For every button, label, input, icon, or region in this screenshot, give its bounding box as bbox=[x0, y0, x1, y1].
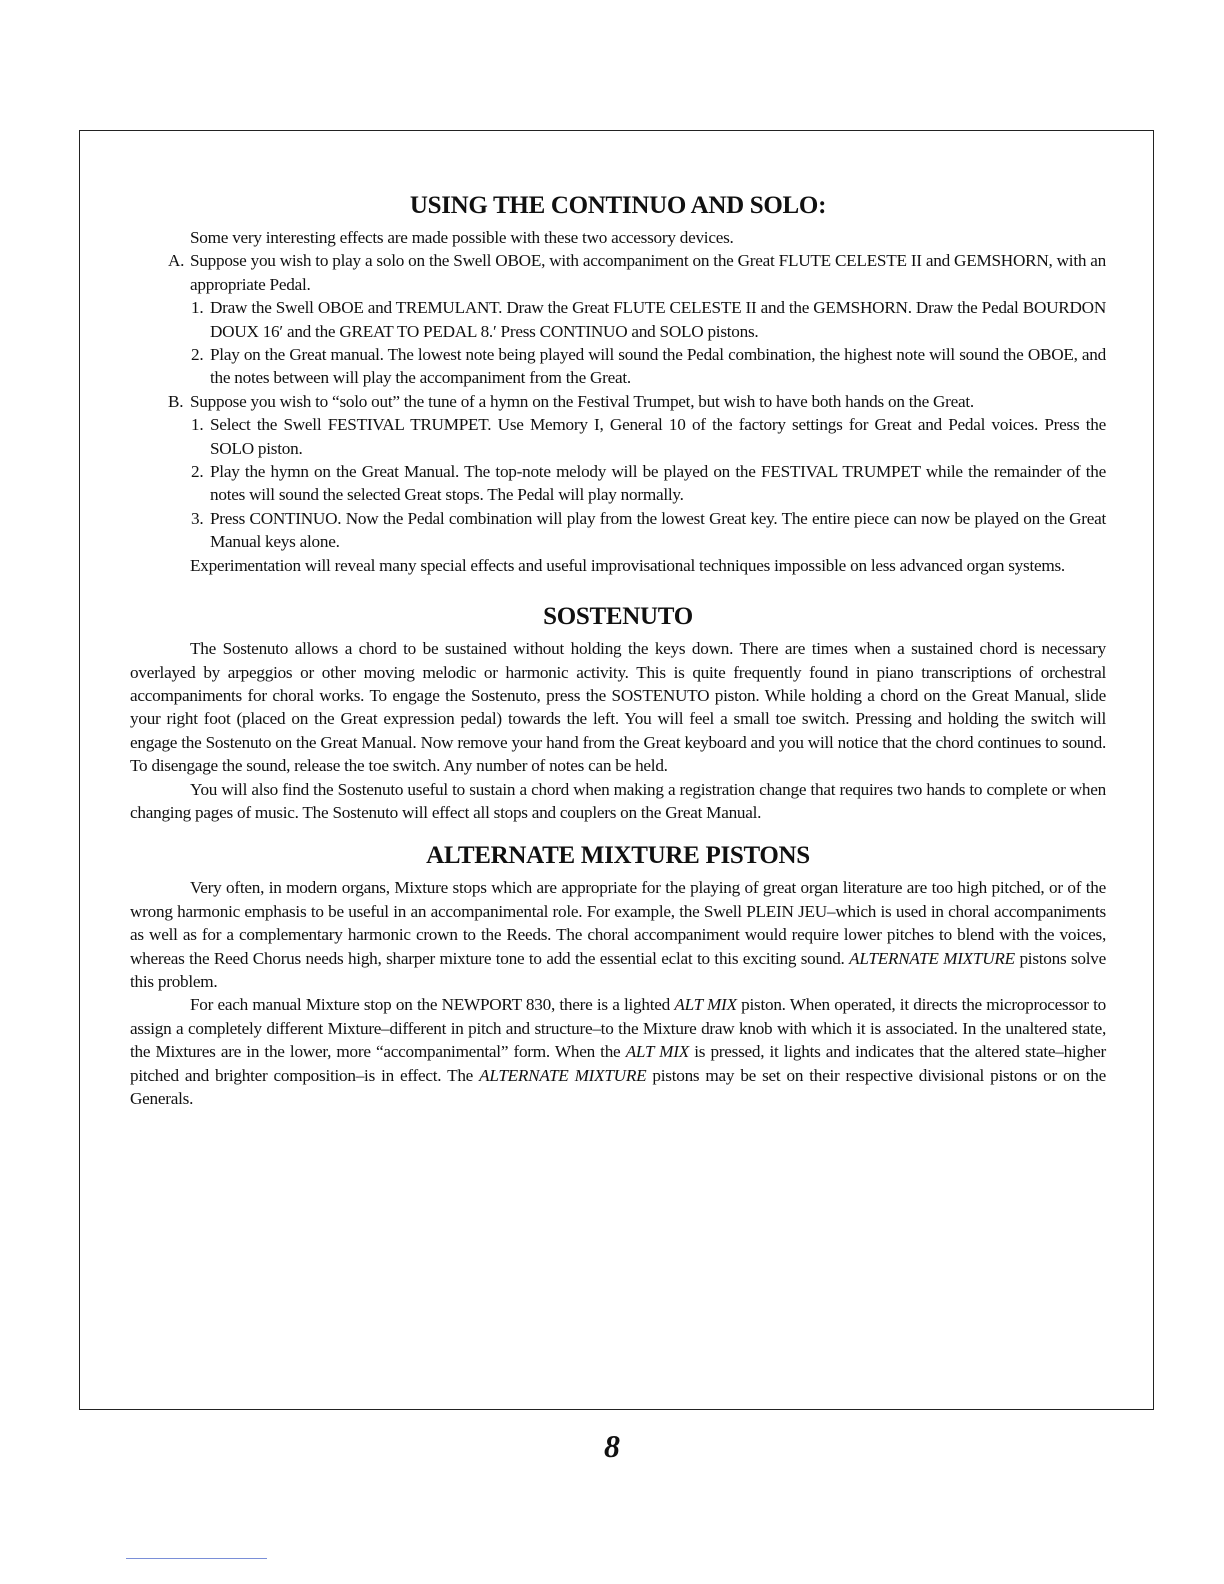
step-text: Press CONTINUO. Now the Pedal combination will play from the lowest Great key. The entire piece can now be played on the Great Manual keys alone. bbox=[210, 508, 1106, 552]
list-item-a bbox=[130, 249, 1106, 296]
list-marker: B. bbox=[168, 391, 184, 411]
italic-term: ALTERNATE MIXTURE bbox=[479, 1065, 647, 1085]
list-step bbox=[130, 507, 1106, 554]
page-number: 8 bbox=[604, 1428, 620, 1464]
list-item-b bbox=[130, 390, 1106, 413]
sostenuto-paragraph-2: You will also find the Sostenuto useful to sustain a chord when making a registration change that requires two hands to complete or when changing pages of music. The Sostenuto will effect all stops and couplers on the Great Manual. bbox=[130, 779, 1106, 822]
step-marker: 1. bbox=[191, 298, 204, 318]
list-step bbox=[130, 413, 1106, 460]
section-title-sostenuto: SOSTENUTO bbox=[543, 603, 693, 631]
italic-term: ALT MIX bbox=[625, 1042, 689, 1062]
list-step bbox=[130, 296, 1106, 343]
section-title-alternate-mixture: ALTERNATE MIXTURE PISTONS bbox=[426, 842, 810, 870]
text-run: pistons solve this problem. bbox=[130, 948, 1106, 991]
italic-term: ALTERNATE MIXTURE bbox=[849, 948, 1015, 968]
section-title-continuo-solo: USING THE CONTINUO AND SOLO: bbox=[409, 192, 827, 219]
step-marker: 2. bbox=[191, 462, 204, 482]
list-marker: A. bbox=[168, 251, 185, 271]
text-run: pistons may be set on their respective divisional pistons or on the Generals. bbox=[130, 1065, 1106, 1108]
mixture-paragraph-2 bbox=[130, 993, 1106, 1110]
step-text: Play the hymn on the Great Manual. The top-note melody will be played on the FESTIVAL TRUMPET while the remainder of the notes will sound the selected Great stops. The Pedal will play normally. bbox=[210, 462, 1106, 505]
section-closing-paragraph: Experimentation will reveal many special effects and useful improvisational techniques impossible on less advanced organ systems. bbox=[190, 555, 1065, 575]
list-item-text: Suppose you wish to “solo out” the tune of a hymn on the Festival Trumpet, but wish to have both hands on the Great. bbox=[190, 391, 974, 411]
mixture-paragraph-1 bbox=[130, 876, 1106, 993]
step-text: Play on the Great manual. The lowest note being played will sound the Pedal combination, the highest note will sound the OBOE, and the notes between will play the accompaniment from the Great. bbox=[210, 345, 1106, 388]
step-marker: 3. bbox=[191, 508, 204, 528]
list-step bbox=[130, 460, 1106, 507]
sostenuto-paragraph-1: The Sostenuto allows a chord to be sustained without holding the keys down. There are times when a sustained chord is necessary overlayed by arpeggios or other moving melodic or harmonic activity. This is quite frequently found in piano transcriptions of orchestral accompaniments for choral works. To engage the Sostenuto, press the SOSTENUTO piston. While holding a chord on the Great Manual, slide your right foot (placed on the Great expression pedal) towards the left. You will feel a small toe switch. Pressing and holding the switch will engage the Sostenuto on the Great Manual. Now remove your hand from the Great keyboard and you will notice that the chord continues to sound. To disengage the sound, release the toe switch. Any number of notes can be held. bbox=[130, 639, 1106, 776]
manual-page-content bbox=[130, 190, 1106, 1110]
step-marker: 2. bbox=[191, 345, 204, 365]
text-run: For each manual Mixture stop on the NEWPORT 830, there is a lighted bbox=[190, 995, 670, 1015]
footnote-rule bbox=[126, 1558, 267, 1559]
list-item-text: Suppose you wish to play a solo on the Swell OBOE, with accompaniment on the Great FLUTE CELESTE II and GEMSHORN, with an appropriate Pedal. bbox=[190, 251, 1106, 294]
step-text: Draw the Swell OBOE and TREMULANT. Draw the Great FLUTE CELESTE II and the GEMSHORN. Draw the Pedal BOURDON DOUX 16′ and the GREAT TO PEDAL 8.′ Press CONTINUO and SOLO pistons. bbox=[210, 298, 1106, 341]
italic-term: ALT MIX bbox=[674, 995, 737, 1015]
step-marker: 1. bbox=[191, 415, 204, 435]
text-run: Very often, in modern organs, Mixture stops which are appropriate for the playing of great organ literature are too high pitched, or of the wrong harmonic emphasis to be useful in an accompanimental role. For example, the Swell PLEIN JEU–which is used in choral accompaniments as well as for a complementary harmonic crown to the Reeds. The choral accompaniment would require lower pitches to blend with the voices, whereas the Reed Chorus needs high, sharper mixture tone to add the essential eclat to this exciting sound. bbox=[130, 878, 1106, 968]
list-step bbox=[130, 343, 1106, 390]
text-run: piston. When operated, it directs the microprocessor to assign a completely different Mixture–different in pitch and structure–to the Mixture draw knob with which it is associated. In the unaltered state, the Mixtures are in the lower, more “accompanimental” form. When the bbox=[130, 995, 1107, 1062]
text-run: is pressed, it lights and indicates that the altered state–higher pitched and brighter composition–is in effect. The bbox=[130, 1042, 1106, 1085]
section-intro: Some very interesting effects are made possible with these two accessory devices. bbox=[190, 228, 734, 247]
step-text: Select the Swell FESTIVAL TRUMPET. Use Memory I, General 10 of the factory settings for Great and Pedal voices. Press the SOLO piston. bbox=[210, 415, 1106, 458]
